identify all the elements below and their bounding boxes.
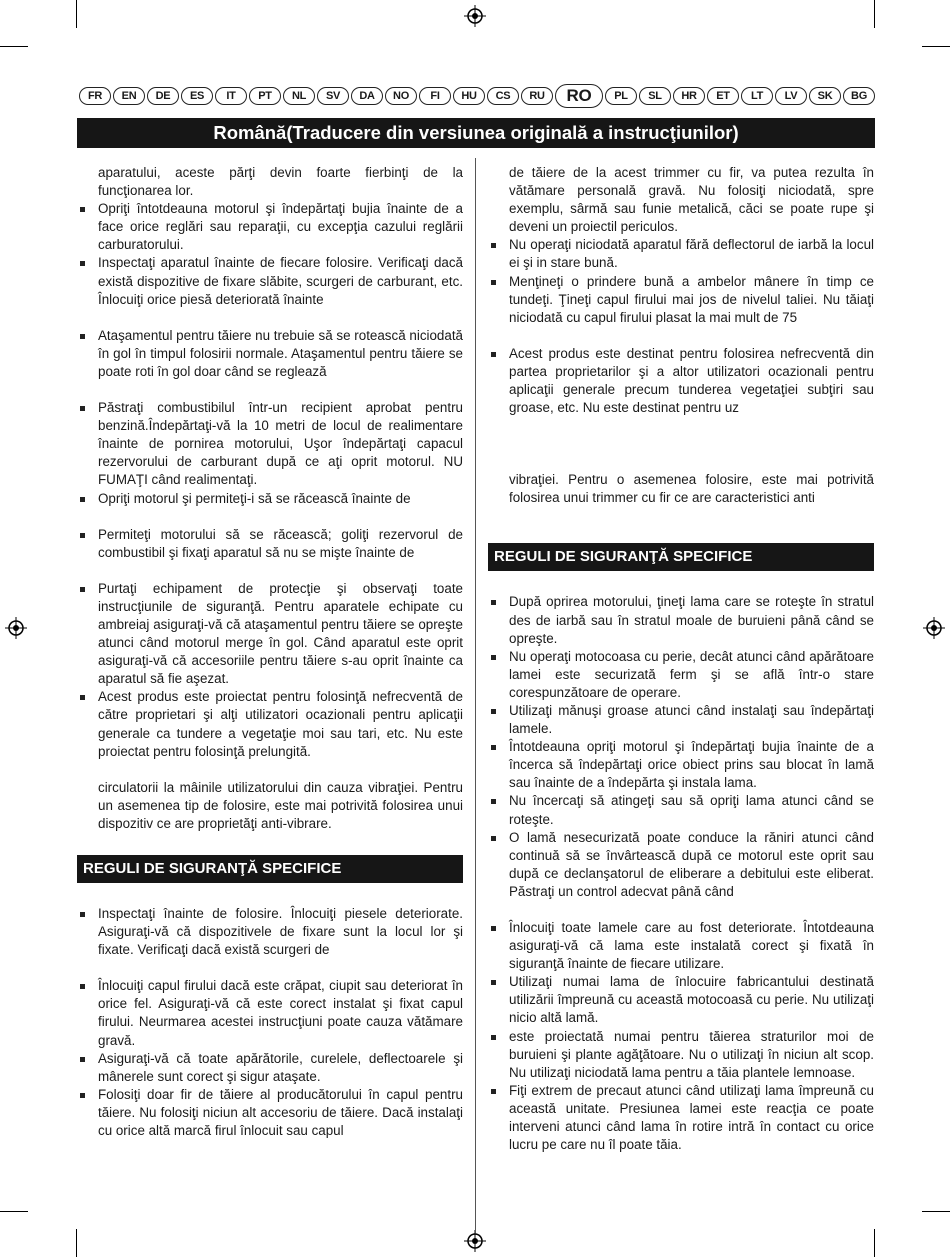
- crop-mark: [76, 0, 77, 28]
- right-column: [488, 164, 874, 1154]
- list-item: Nu operaţi niciodată aparatul fără deflectorul de iarbă la locul ei şi in stare bună.: [488, 236, 874, 272]
- language-tab: NO: [385, 87, 417, 105]
- list-item: Asiguraţi-vă că toate apărătorile, curelele, deflectoarele şi mânerele sunt corect şi sigur ataşate.: [77, 1050, 463, 1086]
- language-tab: HU: [453, 87, 485, 105]
- language-tab: ET: [707, 87, 739, 105]
- language-tab: SV: [317, 87, 349, 105]
- paragraph: circulatorii la mâinile utilizatorului din cauza vibraţiei. Pentru un asemenea tip de folosire, este mai potrivită folosirea unui dispozitiv ce are proprietăţi anti-vibrare.: [98, 779, 463, 831]
- language-tab-active: RO: [555, 84, 603, 108]
- left-column: [77, 164, 463, 1140]
- list-item: Opriţi întotdeauna motorul şi îndepărtaţi bujia înainte de a face orice reglări sau reparaţii, cu excepţia cazului reglării carburatorului.: [77, 200, 463, 254]
- list-item: Fiţi extrem de precaut atunci când utilizaţi lama împreună cu această unitate. Presiunea lamei este reacţia ce poate interveni atunci când lama în rotire intră în contact cu orice lucru pe care nu îl poate tăia.: [488, 1082, 874, 1154]
- language-tab: DE: [147, 87, 179, 105]
- list-item: Utilizaţi mănuşi groase atunci când instalaţi sau îndepărtaţi lamele.: [488, 702, 874, 738]
- language-tab: CS: [487, 87, 519, 105]
- language-tab: BG: [843, 87, 875, 105]
- list-item: Purtaţi echipament de protecţie şi observaţi toate instrucţiunile de siguranţă. Pentru aparatele echipate cu ambreiaj asiguraţi-vă că ataşamentul pentru tăiere se opreşte atunci când motorul merge în gol. Când aparatul este oprit asiguraţi-vă că accesoriile pentru tăiere s-au oprit înainte ca aparatul să fie aşezat.: [77, 580, 463, 689]
- registration-mark-icon: [923, 617, 945, 639]
- language-tab: SK: [809, 87, 841, 105]
- registration-mark-icon: [464, 5, 486, 27]
- crop-mark: [0, 46, 28, 47]
- list-item: Întotdeauna opriţi motorul şi îndepărtaţi bujia înainte de a încerca să îndepărtaţi orice obiect prins sau blocat în lamă sau înainte de a îndepărta şi instala lama.: [488, 738, 874, 792]
- crop-mark: [874, 0, 875, 28]
- list-item: este proiectată numai pentru tăierea straturilor moi de buruieni şi plante agăţătoare. Nu o utilizaţi în niciun alt scop. Nu utilizaţi niciodată lama pentru a tăia plantele lemnoase.: [488, 1028, 874, 1082]
- crop-mark: [76, 1229, 77, 1257]
- list-item: Folosiţi doar fir de tăiere al producătorului în capul pentru tăiere. Nu folosiţi niciun alt accesoriu de tăiere. Dacă instalaţi cu orice altă marcă firul înlocuit sau capul: [77, 1086, 463, 1140]
- language-tab: FI: [419, 87, 451, 105]
- list-item: Opriţi motorul şi permiteţi-i să se răcească înainte de: [77, 490, 463, 508]
- crop-mark: [922, 1211, 950, 1212]
- crop-mark: [0, 1211, 28, 1212]
- list-item: Inspectaţi înainte de folosire. Înlocuiţi piesele deteriorate. Asiguraţi-vă că dispozitivele de fixare sunt la locul lor şi fixate. Verificaţi dacă există scurgeri de: [77, 905, 463, 959]
- registration-mark-icon: [464, 1230, 486, 1252]
- language-tab: FR: [79, 87, 111, 105]
- language-tab: PT: [249, 87, 281, 105]
- language-tab: ES: [181, 87, 213, 105]
- language-tab: DA: [351, 87, 383, 105]
- list-item: Acest produs este proiectat pentru folosinţă nefrecventă de către proprietari şi alţi utilizatori ocazionali pentru aplicaţii generale ca tundere a vegetaţie moi sau tari, etc. Nu este proiectat pentru folosinţă prelungită.: [77, 688, 463, 760]
- list-item: Înlocuiţi capul firului dacă este crăpat, ciupit sau deteriorat în orice fel. Asiguraţi-vă că este corect instalat şi fixat capul firului. Neurmarea acestei instrucţiuni poate cauza vătămare gravă.: [77, 977, 463, 1049]
- list-item: Utilizaţi numai lama de înlocuire fabricantului destinată utilizării împreună cu această motocoasă cu perie. Nu utilizaţi nicio altă lamă.: [488, 973, 874, 1027]
- crop-mark: [874, 1229, 875, 1257]
- language-bar: [79, 86, 875, 106]
- section-heading: REGULI DE SIGURANŢĂ SPECIFICE: [77, 855, 463, 883]
- paragraph: vibraţiei. Pentru o asemenea folosire, este mai potrivită folosirea unui trimmer cu fir ce are caracteristici anti: [509, 472, 874, 506]
- section-heading: REGULI DE SIGURANŢĂ SPECIFICE: [488, 543, 874, 571]
- list-item: Păstraţi combustibilul într-un recipient aprobat pentru benzină.Îndepărtaţi-vă la 10 metri de locul de realimentare înainte de pornirea motorului, Uşor îndepărtaţi capacul rezervorului de carburant după ce aţi oprit motorul. NU FUMAŢI când realimentaţi.: [77, 399, 463, 489]
- list-item: Menţineţi o prindere bună a ambelor mânere în timp ce tundeţi. Ţineţi capul firului mai jos de nivelul taliei. Nu tăiaţi niciodată cu capul firului plasat la mai mult de 75: [488, 273, 874, 327]
- list-item: După oprirea motorului, ţineţi lama care se roteşte în stratul des de iarbă sau în stratul moale de buruieni până când se opreşte.: [488, 593, 874, 647]
- page-title: Română(Traducere din versiunea originală a instrucţiunilor): [77, 118, 875, 148]
- language-tab: IT: [215, 87, 247, 105]
- paragraph: aparatului, aceste părţi devin foarte fierbinţi de la funcţionarea lor.: [98, 165, 463, 199]
- crop-mark: [922, 46, 950, 47]
- language-tab: NL: [283, 87, 315, 105]
- language-tab: SL: [639, 87, 671, 105]
- list-item: Acest produs este destinat pentru folosirea nefrecventă din partea proprietarilor şi a altor utilizatori ocazionali pentru aplicaţii generale precum tunderea vegetaţiei subţiri sau groase, etc. Nu este destinat pentru uz: [488, 345, 874, 417]
- language-tab: LT: [741, 87, 773, 105]
- language-tab: LV: [775, 87, 807, 105]
- list-item: Permiteţi motorului să se răcească; goliţi rezervorul de combustibil şi fixaţi aparatul să nu se mişte înainte de: [77, 526, 463, 562]
- list-item: Nu operaţi motocoasa cu perie, decât atunci când apărătoare lamei este securizată ferm şi se află într-o stare corespunzătoare de operare.: [488, 648, 874, 702]
- list-item: Nu încercaţi să atingeţi sau să opriţi lama atunci când se roteşte.: [488, 792, 874, 828]
- list-item: Inspectaţi aparatul înainte de fiecare folosire. Verificaţi dacă există dispozitive de fixare slăbite, scurgeri de carburant, etc. Înlocuiţi orice piesă deteriorată înainte: [77, 254, 463, 308]
- column-divider: [475, 158, 476, 1233]
- paragraph: de tăiere de la acest trimmer cu fir, va putea rezulta în vătămare personală gravă. Nu folosiţi niciodată, spre exemplu, sârmă sau funie metalică, căci se poate rupe şi deveni un proiectil periculos.: [509, 165, 874, 235]
- language-tab: HR: [673, 87, 705, 105]
- language-tab: RU: [521, 87, 553, 105]
- list-item: Înlocuiţi toate lamele care au fost deteriorate. Întotdeauna asiguraţi-vă că lama este instalată corect şi fixată în siguranţă înainte de fiecare utilizare.: [488, 919, 874, 973]
- registration-mark-icon: [5, 617, 27, 639]
- language-tab: EN: [113, 87, 145, 105]
- list-item: Ataşamentul pentru tăiere nu trebuie să se rotească niciodată în gol în timpul folosirii normale. Ataşamentul pentru tăiere se poate roti în gol doar când se reglează: [77, 327, 463, 381]
- list-item: O lamă nesecurizată poate conduce la răniri atunci când continuă să se învârtească după ce motorul este oprit sau după ce declanşatorul de eliberare a debitului este eliberat. Păstraţi un control adecvat până când: [488, 829, 874, 901]
- language-tab: PL: [605, 87, 637, 105]
